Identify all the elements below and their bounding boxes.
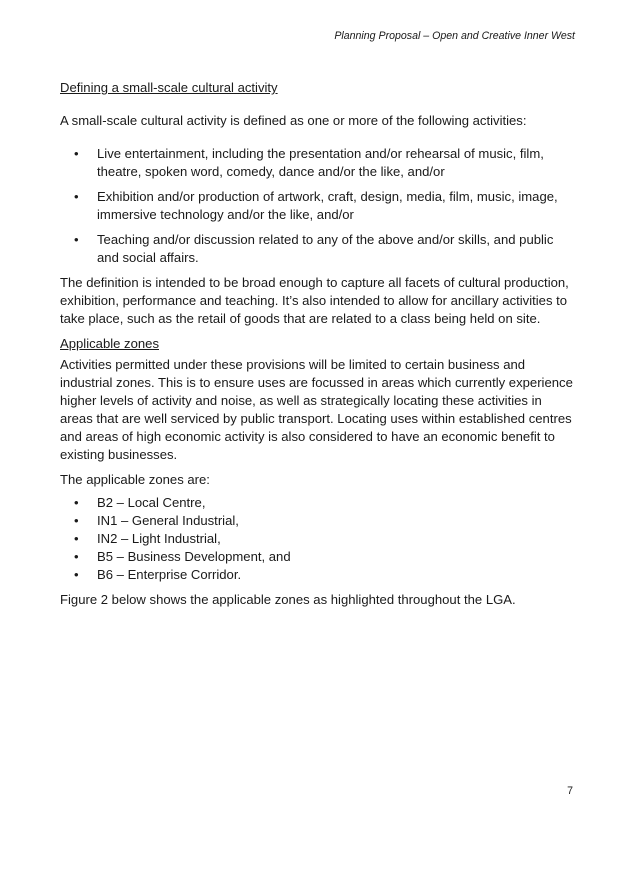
zone-label: B6 – Enterprise Corridor. xyxy=(97,567,242,582)
bullet-icon: • xyxy=(74,146,79,161)
section-heading-cultural-activity: Defining a small-scale cultural activity xyxy=(60,80,278,95)
list-item xyxy=(60,188,578,224)
list-item-text: Live entertainment, including the presentation and/or rehearsal of music, film, theatre, spoken word, comedy, dance and/or the like, and/or xyxy=(97,146,544,179)
page-number: 7 xyxy=(567,785,573,797)
zone-label: IN2 – Light Industrial, xyxy=(97,531,221,546)
bullet-icon: • xyxy=(74,232,79,247)
bullet-icon: • xyxy=(74,189,79,204)
bullet-icon: • xyxy=(74,549,79,564)
list-item xyxy=(60,530,578,548)
zones-paragraph: Activities permitted under these provisions will be limited to certain business and industrial zones. This is to ensure uses are focussed in areas which currently experience higher levels of activity and noise, as well as strategically locating these activities in areas that are well serviced by public transport. Locating uses within established centres and areas of high economic activity is also considered to have an economic benefit to existing businesses. xyxy=(60,357,573,462)
zone-label: B5 – Business Development, and xyxy=(97,549,291,564)
bullet-icon: • xyxy=(74,513,79,528)
bullet-icon: • xyxy=(74,531,79,546)
section-heading-applicable-zones: Applicable zones xyxy=(60,336,159,351)
intro-paragraph: A small-scale cultural activity is defined as one or more of the following activities: xyxy=(60,113,527,128)
list-item xyxy=(60,145,578,181)
list-item xyxy=(60,566,578,584)
definition-paragraph: The definition is intended to be broad enough to capture all facets of cultural production, exhibition, performance and teaching. It’s also intended to allow for ancillary activities to take place, such as the retail of goods that are related to a class being held on site. xyxy=(60,275,569,326)
bullet-icon: • xyxy=(74,567,79,582)
zones-list xyxy=(60,494,578,584)
list-item xyxy=(60,512,578,530)
activity-list xyxy=(60,145,578,267)
bullet-icon: • xyxy=(74,495,79,510)
zones-intro-text: The applicable zones are: xyxy=(60,472,210,487)
list-item-text: Exhibition and/or production of artwork, craft, design, media, film, music, image, immersive technology and/or the like, and/or xyxy=(97,189,558,222)
zone-label: IN1 – General Industrial, xyxy=(97,513,239,528)
page-content xyxy=(60,79,578,609)
figure-reference-text: Figure 2 below shows the applicable zones as highlighted throughout the LGA. xyxy=(60,592,516,607)
list-item xyxy=(60,231,578,267)
page-header: Planning Proposal – Open and Creative Inner West xyxy=(334,30,575,42)
list-item xyxy=(60,494,578,512)
zone-label: B2 – Local Centre, xyxy=(97,495,206,510)
list-item xyxy=(60,548,578,566)
list-item-text: Teaching and/or discussion related to any of the above and/or skills, and public and social affairs. xyxy=(97,232,554,265)
